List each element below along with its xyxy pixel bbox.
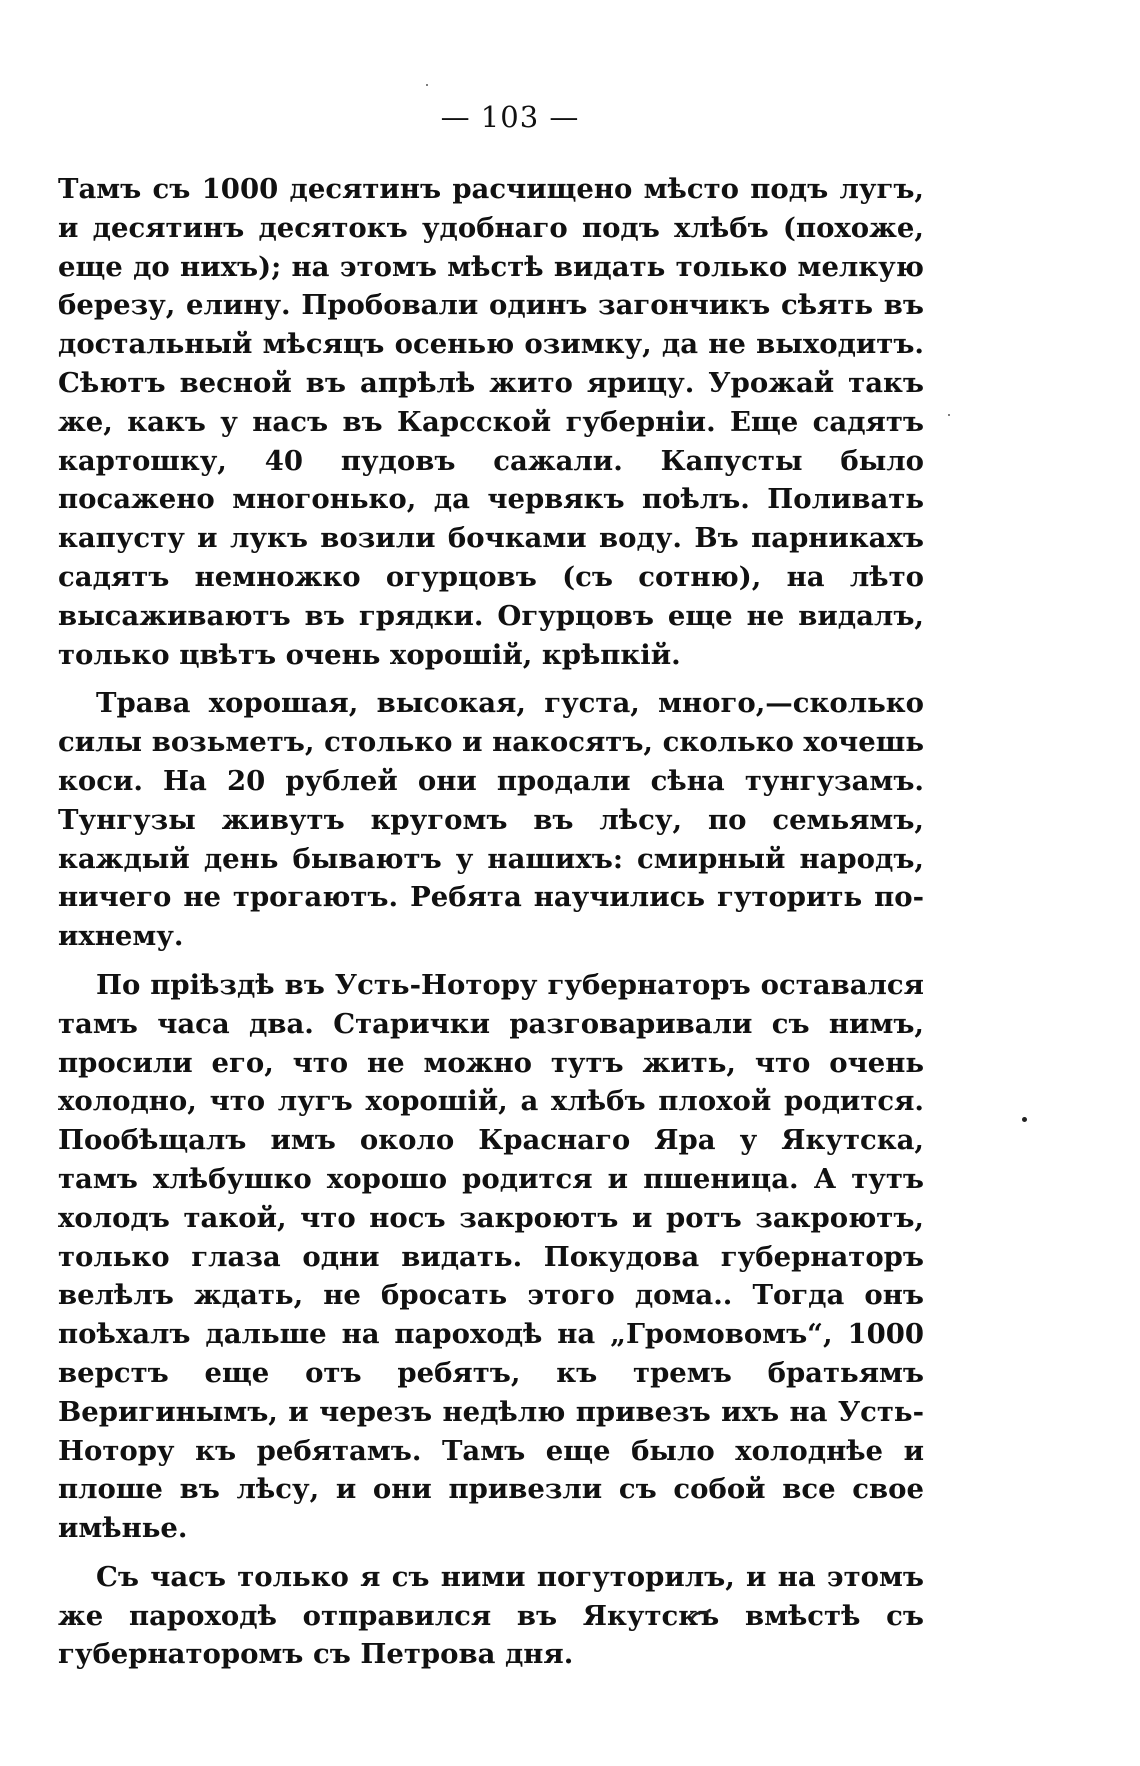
print-speck [426,84,428,86]
body-text [58,170,924,1684]
paragraph-4: Съ часъ только я съ ними погуторилъ, и на этомъ же пароходѣ отправился въ Якутскъ вмѣстѣ съ губернаторомъ съ Петрова дня. [58,1560,924,1671]
ink-mark-icon [688,1608,712,1624]
paragraph-2: Трава хорошая, высокая, густа, много,—сколько силы возьметъ, столько и накосятъ, сколько хочешь коси. На 20 рублей они продали сѣна тунгузамъ. Тунгузы живутъ кругомъ въ лѣсу, по семьямъ, каждый день бываютъ у нашихъ: смирный народъ, ничего не трогаютъ. Ребята научились гуторить по-ихнему. [58,687,924,953]
page-number: — 103 — [440,100,580,134]
print-speck [948,414,950,416]
paragraph-3: По пріѣздѣ въ Усть-Нотору губернаторъ оставался тамъ часа два. Старички разговаривали съ нимъ, просили его, что не можно тутъ жить, что очень холодно, что лугъ хорошій, а хлѣбъ плохой родится. Пообѣщалъ имъ около Краснаго Яра у Якутска, тамъ хлѣбушко хорошо родится и пшеница. А тутъ холодъ такой, что носъ закроютъ и ротъ закроютъ, только глаза одни видать. Покудова губернаторъ велѣлъ ждать, не бросать этого дома.. Тогда онъ поѣхалъ дальше на пароходѣ на „Громовомъ“, 1000 верстъ еще отъ ребятъ, къ тремъ братьямъ Веригинымъ, и черезъ недѣлю привезъ ихъ на Усть-Нотору къ ребятамъ. Тамъ еще было холоднѣе и плоше въ лѣсу, и они привезли съ собой все свое имѣнье. [58,968,924,1545]
paragraph-1: Тамъ съ 1000 десятинъ расчищено мѣсто подъ лугъ, и десятинъ десятокъ удобнаго подъ хлѣбъ (похоже, еще до нихъ); на этомъ мѣстѣ видать только мелкую березу, елину. Пробовали одинъ загончикъ сѣять въ достальный мѣсяцъ осенью озимку, да не выходитъ. Сѣютъ весной въ апрѣлѣ жито ярицу. Урожай такъ же, какъ у насъ въ Карсской губерніи. Еще садятъ картошку, 40 пудовъ сажали. Капусты было посажено многонько, да червякъ поѣлъ. Поливать капусту и лукъ возили бочками воду. Въ парникахъ садятъ немножко огурцовъ (съ сотню), на лѣто высаживаютъ въ грядки. Огурцовъ еще не видалъ, только цвѣтъ очень хорошій, крѣпкій. [58,173,924,671]
print-speck [1022,1117,1027,1122]
